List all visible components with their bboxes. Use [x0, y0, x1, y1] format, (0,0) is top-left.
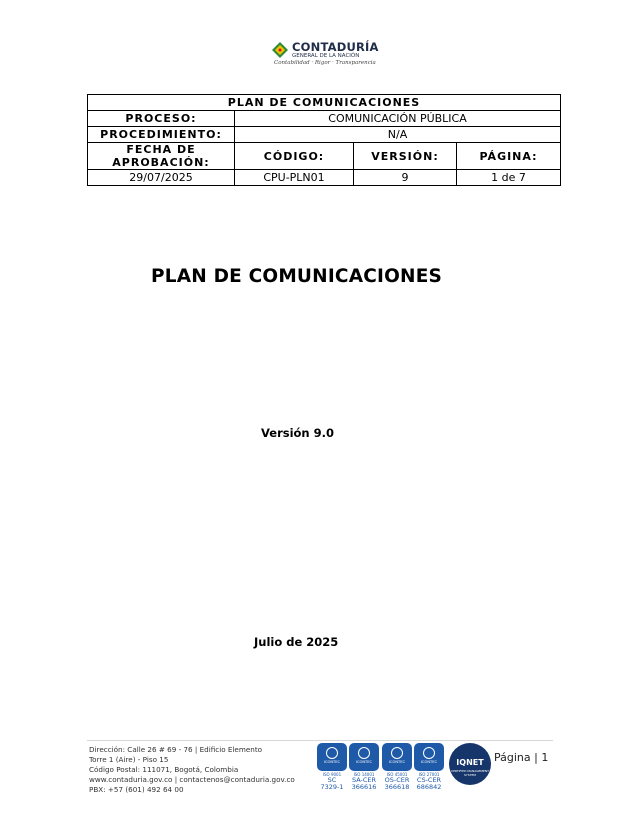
certification-badge	[414, 743, 444, 799]
logo-subname: GENERAL DE LA NACIÓN	[292, 53, 360, 59]
cert-number: 7329-1	[320, 783, 344, 791]
fecha-label-line-1: FECHA DE	[126, 143, 196, 156]
iqnet-subtitle: CERTIFIED MANAGEMENT SYSTEM	[450, 769, 489, 777]
procedimiento-value: N/A	[235, 127, 561, 143]
header-title: PLAN DE COMUNICACIONES	[88, 95, 561, 111]
fecha-label-line-2: APROBACIÓN:	[112, 156, 210, 169]
cert-number: 686842	[416, 783, 442, 791]
pagina-value: 1 de 7	[457, 170, 561, 186]
certification-badge	[349, 743, 379, 799]
cert-number: 366616	[351, 783, 377, 791]
address-line: PBX: +57 (601) 492 64 00	[89, 785, 184, 794]
pagina-label: PÁGINA:	[457, 143, 561, 170]
fecha-value: 29/07/2025	[88, 170, 235, 186]
proceso-value: COMUNICACIÓN PÚBLICA	[235, 111, 561, 127]
certification-seal-icon: ICONTEC	[414, 743, 444, 771]
logo-emblem-icon	[272, 42, 288, 58]
cert-code: CS-CER	[416, 776, 442, 784]
footer-address	[89, 745, 295, 795]
codigo-value: CPU-PLN01	[235, 170, 354, 186]
address-line: Dirección: Calle 26 # 69 - 76 | Edificio Elemento	[89, 745, 263, 754]
address-line: Torre 1 (Aire) - Piso 15	[89, 755, 169, 764]
certification-badge	[317, 743, 347, 799]
version-label: VERSIÓN:	[354, 143, 457, 170]
cert-code: SA-CER	[351, 776, 377, 784]
certification-seal-icon: ICONTEC	[382, 743, 412, 771]
logo-tagline: Contabilidad · Rigor · Transparencia	[274, 60, 376, 66]
document-header-table	[87, 94, 561, 186]
iqnet-title: IQNET	[456, 758, 484, 767]
cert-iso: ISO 9001	[322, 772, 342, 777]
address-line: Código Postal: 111071, Bogotá, Colombia	[89, 765, 239, 774]
version-value: 9	[354, 170, 457, 186]
cert-code: SC	[327, 776, 337, 784]
document-title: PLAN DE COMUNICACIONES	[151, 266, 443, 287]
entity-logo	[272, 40, 382, 70]
cert-iso: ISO 45001	[386, 772, 408, 777]
logo-name: CONTADURÍA	[292, 40, 379, 54]
certification-seal-icon: ICONTEC	[317, 743, 347, 771]
address-line: www.contaduria.gov.co | contactenos@contaduria.gov.co	[89, 775, 295, 784]
fecha-aprobacion-label	[88, 143, 235, 170]
iqnet-seal-icon	[449, 743, 491, 785]
document-version: Versión 9.0	[261, 426, 334, 440]
cert-code: OS-CER	[384, 776, 410, 784]
cert-iso: ISO 14001	[353, 772, 375, 777]
certification-seal-icon: ICONTEC	[349, 743, 379, 771]
footer-divider	[87, 740, 553, 741]
codigo-label: CÓDIGO:	[235, 143, 354, 170]
cert-number: 366618	[384, 783, 410, 791]
proceso-label: PROCESO:	[88, 111, 235, 127]
cert-iso: ISO 27001	[418, 772, 440, 777]
document-date: Julio de 2025	[254, 635, 339, 649]
procedimiento-label: PROCEDIMIENTO:	[88, 127, 235, 143]
page-number: Página | 1	[494, 751, 549, 764]
certification-badge	[382, 743, 412, 799]
